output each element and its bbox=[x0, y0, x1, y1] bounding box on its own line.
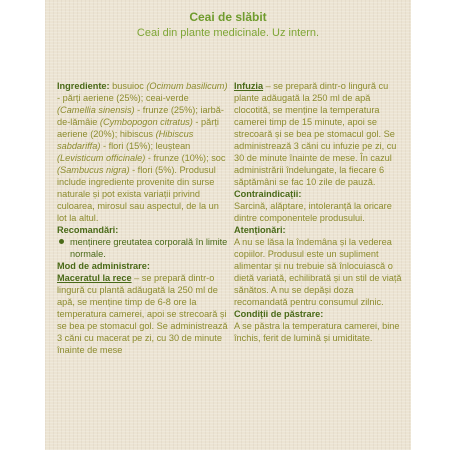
ingredients-paragraph bbox=[57, 80, 229, 224]
infusion-paragraph bbox=[234, 80, 406, 188]
storage-heading: Condiții de păstrare: bbox=[234, 309, 324, 319]
contraindications-heading: Contraindicații: bbox=[234, 189, 302, 199]
administration-heading: Mod de administrare: bbox=[57, 261, 150, 271]
recommendations-heading: Recomandări: bbox=[57, 225, 119, 235]
page-title: Ceai de slăbit bbox=[189, 10, 267, 24]
maceration-label: Maceratul la rece bbox=[57, 273, 132, 283]
right-column bbox=[234, 80, 406, 344]
warnings-heading: Atenționări: bbox=[234, 225, 286, 235]
ingredient-latin-name: (Sambucus nigra) bbox=[57, 165, 130, 175]
ingredient-latin-name: (Camellia sinensis) bbox=[57, 105, 135, 115]
product-label bbox=[45, 0, 411, 450]
recommendation-text: menținere greutatea corporală în limite normale. bbox=[70, 237, 228, 259]
ingredients-text: - frunze (10%); soc bbox=[145, 153, 226, 163]
ingredients-text: - părți aeriene (25%); ceai-verde bbox=[57, 93, 189, 103]
contraindications-text: Sarcină, alăptare, intoleranță la oricare dintre componentele produsului. bbox=[234, 201, 392, 223]
infusion-label: Infuzia bbox=[234, 81, 264, 91]
recommendation-item bbox=[57, 236, 229, 260]
infusion-text: – se prepară dintr-o lingură cu plante adăugată la 250 ml de apă clocotită, se menține la temperatura camerei timp de 15 minute, apoi se strecoară și se bea pe stomacul gol. Se administrează 3 căni cu infuzie pe zi, cu 30 de minute înainte de mese. În cazul administrării îndelungate, la fiecare 6 săptămâni se fac 10 zile de pauză. bbox=[234, 81, 397, 187]
page-subtitle: Ceai din plante medicinale. Uz intern. bbox=[136, 27, 320, 39]
left-column bbox=[57, 80, 229, 356]
bullet-icon bbox=[59, 239, 64, 244]
ingredients-text: - flori (15%); leuștean bbox=[100, 141, 191, 151]
ingredient-latin-name: (Cymbopogon citratus) bbox=[99, 117, 193, 127]
ingredients-text: busuioc bbox=[109, 81, 147, 91]
storage-text: A se păstra la temperatura camerei, bine închis, ferit de lumină și umiditate. bbox=[234, 321, 400, 343]
warnings-text: A nu se lăsa la îndemâna și la vederea copiilor. Produsul este un supliment alimentar și nu trebuie să înlocuiască o dietă variată, echilibrată și un stil de viață sănătos. A nu se depăși doza recomandată pentru consumul zilnic. bbox=[234, 237, 402, 307]
maceration-text: – se prepară dintr-o lingură cu plantă adăugată la 250 ml de apă, se menține timp de 6-8 ore la temperatura camerei, apoi se strecoară și se bea pe stomacul gol. Se administrează 3 căni cu macerat pe zi, cu 30 de minute înainte de mese bbox=[57, 273, 228, 355]
ingredients-text: - flori (5%). Produsul include ingrediente provenite din surse naturale și pot exista variații privind culoarea, mirosul sau aspectul, de la un lot la altul. bbox=[57, 165, 219, 223]
ingredient-latin-name: (Levisticum officinale) bbox=[57, 153, 146, 163]
ingredients-heading: Ingrediente: bbox=[57, 81, 110, 91]
ingredient-latin-name: (Ocimum basilicum) bbox=[146, 81, 228, 91]
maceration-paragraph bbox=[57, 272, 229, 356]
ingredients-text: - frunze (25%); iarbă-de-lămâie bbox=[57, 105, 224, 127]
ingredients-text: - părți aeriene (20%); hibiscus bbox=[57, 117, 219, 139]
ingredient-latin-name: (Hibiscus sabdariffa) bbox=[57, 129, 194, 151]
